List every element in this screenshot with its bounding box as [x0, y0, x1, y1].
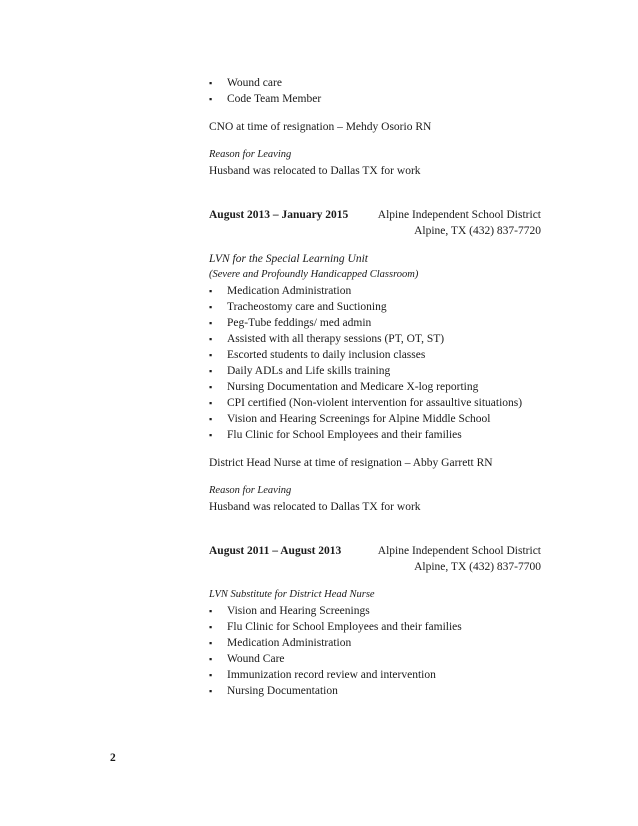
job2-role: LVN Substitute for District Head Nurse	[209, 589, 375, 600]
job1-role: LVN for the Special Learning Unit	[209, 253, 368, 265]
list-item: ▪ Vision and Hearing Screenings for Alpine Middle School	[209, 411, 541, 427]
job1-role-detail: (Severe and Profoundly Handicapped Classroom)	[209, 269, 419, 280]
job1-location: Alpine, TX (432) 837-7720	[414, 225, 541, 237]
list-item: ▪ Nursing Documentation and Medicare X-log reporting	[209, 379, 541, 395]
job1-dates: August 2013 – January 2015	[209, 209, 349, 221]
job2-duties-list	[209, 603, 541, 699]
job2-employer: Alpine Independent School District	[377, 545, 541, 557]
list-item: ▪ Medication Administration	[209, 283, 541, 299]
list-item: ▪ Vision and Hearing Screenings	[209, 603, 541, 619]
page-number: 2	[110, 752, 116, 764]
list-item: ▪ Escorted students to daily inclusion classes	[209, 347, 541, 363]
list-item: ▪ Code Team Member	[209, 91, 541, 107]
resume-page-content	[209, 75, 541, 699]
list-item: ▪ CPI certified (Non-violent intervention for assaultive situations)	[209, 395, 541, 411]
list-item: ▪ Tracheostomy care and Suctioning	[209, 299, 541, 315]
reason-heading: Reason for Leaving	[209, 149, 292, 160]
list-item: ▪ Wound Care	[209, 651, 541, 667]
list-item: ▪ Medication Administration	[209, 635, 541, 651]
list-item: ▪ Peg-Tube feddings/ med admin	[209, 315, 541, 331]
job1-supervisor: District Head Nurse at time of resignation – Abby Garrett RN	[209, 457, 493, 469]
cno-line: CNO at time of resignation – Mehdy Osorio RN	[209, 121, 432, 133]
list-item: ▪ Flu Clinic for School Employees and their families	[209, 427, 541, 443]
list-item: ▪ Wound care	[209, 75, 541, 91]
list-item: ▪ Nursing Documentation	[209, 683, 541, 699]
job1-header	[209, 207, 541, 223]
list-item: ▪ Daily ADLs and Life skills training	[209, 363, 541, 379]
job2-dates: August 2011 – August 2013	[209, 545, 342, 557]
job2-location: Alpine, TX (432) 837-7700	[414, 561, 541, 573]
list-item: ▪ Assisted with all therapy sessions (PT, OT, ST)	[209, 331, 541, 347]
job1-employer: Alpine Independent School District	[377, 209, 541, 221]
job1-duties-list	[209, 283, 541, 443]
job2-header	[209, 543, 541, 559]
list-item: ▪ Immunization record review and intervention	[209, 667, 541, 683]
prev-duties-list	[209, 75, 541, 107]
reason-text: Husband was relocated to Dallas TX for work	[209, 165, 421, 177]
list-item: ▪ Flu Clinic for School Employees and their families	[209, 619, 541, 635]
reason-heading: Reason for Leaving	[209, 485, 292, 496]
reason-text: Husband was relocated to Dallas TX for work	[209, 501, 421, 513]
